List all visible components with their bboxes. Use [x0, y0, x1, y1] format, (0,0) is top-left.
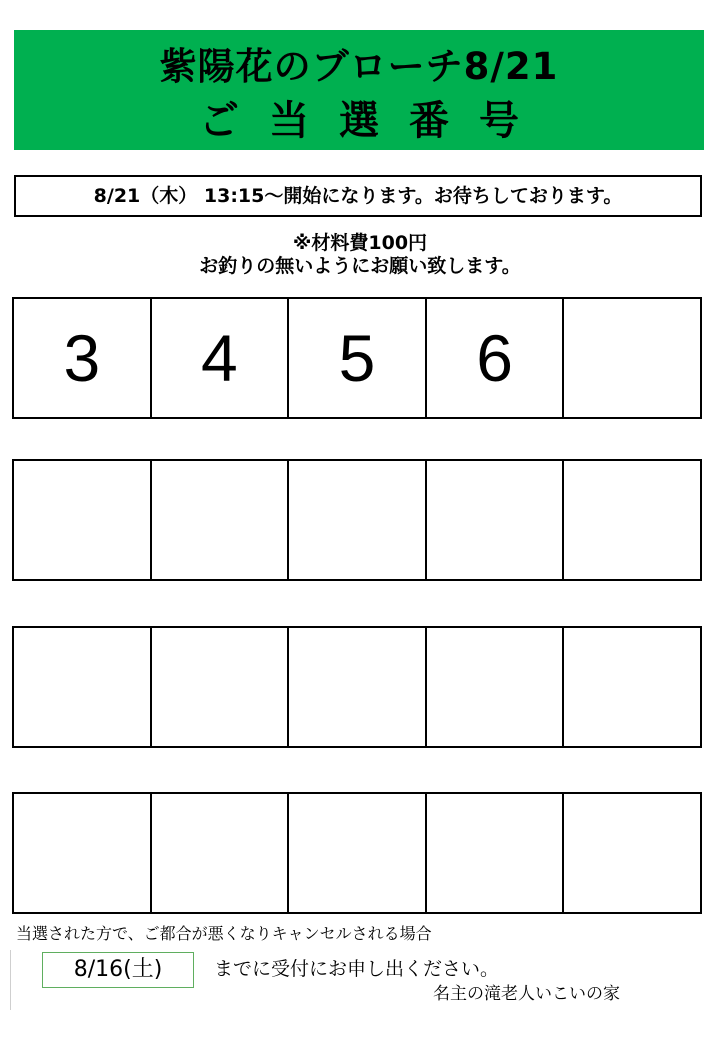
- number-cell: [150, 459, 290, 581]
- number-cell: [562, 297, 702, 419]
- number-cell: [562, 459, 702, 581]
- fee-notice: [0, 232, 720, 278]
- change-notice-line: お釣りの無いようにお願い致します。: [199, 255, 521, 277]
- number-cell: [12, 626, 152, 748]
- number-cell: [562, 626, 702, 748]
- number-cell: [287, 626, 427, 748]
- deadline-date-box: 8/16(土): [42, 952, 194, 988]
- number-cell: [150, 792, 290, 914]
- fee-line: ※材料費100円: [292, 232, 428, 254]
- divider: [10, 950, 11, 1010]
- number-cell: 3: [12, 297, 152, 419]
- number-cell: [287, 792, 427, 914]
- number-cell: 6: [425, 297, 565, 419]
- number-grid-row-4: [12, 792, 702, 912]
- cancellation-note: 当選された方で、ご都合が悪くなりキャンセルされる場合: [16, 924, 432, 943]
- number-grid-row-2: [12, 459, 702, 579]
- schedule-info-box: 8/21（木） 13:15〜開始になります。お待ちしております。: [14, 175, 702, 217]
- number-cell: 4: [150, 297, 290, 419]
- number-cell: [425, 459, 565, 581]
- number-cell: [562, 792, 702, 914]
- deadline-text: までに受付にお申し出ください。: [214, 958, 500, 980]
- page-title: 紫陽花のブローチ8/21: [159, 45, 559, 88]
- number-cell: [12, 792, 152, 914]
- number-cell: [150, 626, 290, 748]
- number-cell: [12, 459, 152, 581]
- organization-name: 名主の滝老人いこいの家: [433, 984, 620, 1004]
- number-cell: 5: [287, 297, 427, 419]
- number-grid-row-3: [12, 626, 702, 746]
- number-cell: [425, 626, 565, 748]
- title-banner: [14, 30, 704, 150]
- number-grid-row-1: [12, 297, 702, 417]
- number-cell: [425, 792, 565, 914]
- number-cell: [287, 459, 427, 581]
- page-subtitle: ご当選番号: [199, 98, 549, 144]
